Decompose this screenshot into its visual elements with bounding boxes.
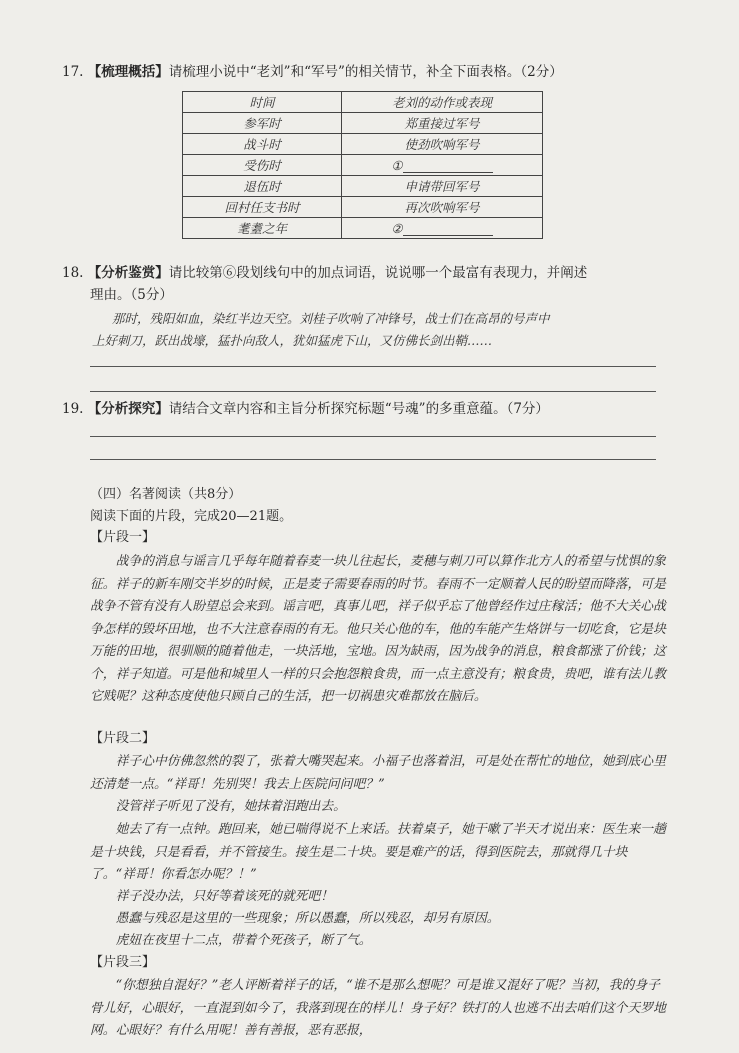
excerpt-1-line: 贵吧，谁有法儿教它贱呢？这种态度使他只顾自己的生活，把一切祸患灾难都放在脑后。: [90, 666, 666, 704]
table-cell-time: 战斗时: [183, 134, 342, 155]
plot-table: [182, 91, 543, 239]
excerpt-1: [90, 551, 670, 709]
table-cell-answer-1[interactable]: [342, 155, 543, 176]
table-header-row: [183, 92, 543, 113]
excerpt-2-line: 祥子心中仿佛忽然的裂了，张着大嘴哭起来。小福子也落着泪，可是处在帮忙的: [115, 754, 564, 769]
section-4-title: （四）名著阅读（共8分）: [90, 487, 242, 502]
excerpt-2-para-2: 没管祥子听见了没有，她抹着泪跑出去。: [115, 799, 346, 814]
excerpt-1-line: 不一定顺着人民的盼望而降落，可是战争不管有没有人盼望总会来到。谣言吧，真事: [90, 576, 666, 614]
excerpt-3-line: 铁打的人也逃不出去咱们这个天罗地网。心眼好？有什么用呢！善有善报，恶有恶报，: [90, 1000, 666, 1038]
excerpt-2-para-3: [90, 819, 670, 887]
excerpt-1-line: 这个，祥子知道。可是他和城里人一样的只会抱怨粮食贵，而一点主意没有；粮食贵，: [90, 644, 666, 682]
table-row: [183, 113, 543, 134]
excerpt-2-line: 她去了有一点钟。跑回来，她已喘得说不上来话。扶着桌子，她干嗽了半天才说: [115, 822, 564, 837]
table-cell-time: 耄耋之年: [183, 218, 342, 239]
question-17-text: 请梳理小说中“老刘”和“军号”的相关情节，补全下面表格。（2分）: [168, 64, 563, 80]
table-row: [183, 218, 543, 239]
table-cell-time: 受伤时: [183, 155, 342, 176]
question-18: [62, 263, 587, 283]
excerpt-1-line: 很驯顺的随着他走，一块活地，宝地。因为缺雨，因为战争的消息，粮食都涨了价钱；: [166, 644, 654, 659]
question-19-tag: 【分析探究】: [87, 401, 169, 417]
excerpt-1-label: 【片段一】: [90, 530, 156, 545]
table-cell-action: 申请带回军号: [342, 176, 543, 197]
excerpt-2-line: 地位，她到底心里还清楚一点。“祥哥！先别哭！我去上医院问问吧？”: [90, 754, 666, 792]
excerpt-2-line: 出来：医生来一趟是十块钱，只是看看，并不管接生。接生是二十块。要是难产的话，: [90, 822, 666, 860]
table-cell-action: 再次吹响军号: [342, 197, 543, 218]
table-cell-time: 参军时: [183, 113, 342, 134]
excerpt-1-line: 儿吧，祥子似乎忘了他曾经作过庄稼活；他不大关心战争怎样的毁坏田地，也不大注: [90, 599, 666, 637]
excerpt-3-line: 呢？当初，我的身子骨儿好，心眼好，一直混到如今了，我落到现在的样儿！身子好？: [90, 978, 660, 1016]
table-header-action: 老刘的动作或表现: [342, 92, 543, 113]
blank-marker-2: ②: [391, 220, 403, 236]
answer-blank-1[interactable]: [403, 158, 493, 173]
question-18-tag: 【分析鉴赏】: [87, 265, 169, 281]
table-row: [183, 176, 543, 197]
question-19-text: 请结合文章内容和主旨分析探究标题“号魂”的多重意蕴。（7分）: [168, 401, 549, 417]
excerpt-1-line: 的希望与忧惧的象征。祥子的新车刚交半岁的时候，正是麦子需要春雨的时节。春雨: [90, 554, 666, 592]
table-header-time: 时间: [183, 92, 342, 113]
excerpt-2-para-6: 虎妞在夜里十二点，带着个死孩子，断了气。: [115, 933, 372, 948]
question-18-text-1: 请比较第⑥段划线句中的加点词语，说说哪一个最富有表现力，并阐述: [168, 265, 588, 281]
table-cell-time: 退伍时: [183, 176, 342, 197]
blank-marker-1: ①: [391, 157, 403, 173]
table-row: [183, 155, 543, 176]
table-cell-answer-2[interactable]: [342, 218, 543, 239]
excerpt-3-label: 【片段三】: [90, 955, 156, 970]
table-row: [183, 197, 543, 218]
section-4-instruction: 阅读下面的片段，完成20—21题。: [90, 509, 293, 524]
excerpt-1-line: 战争的消息与谣言几乎每年随着春麦一块儿往起长，麦穗与刺刀可以算作北方人: [115, 554, 564, 569]
question-18-line-2: 理由。（5分）: [90, 287, 173, 303]
question-19: [62, 399, 549, 419]
excerpt-2-label: 【片段二】: [90, 731, 156, 746]
question-18-number: 18.: [62, 265, 84, 281]
excerpt-2-para-4: 祥子没办法，只好等着该死的就死吧！: [115, 889, 334, 904]
excerpt-1-line: 意春雨的有无。他只关心他的车，他的车能产生烙饼与一切吃食，它是块万能的田地，: [90, 621, 666, 659]
answer-line[interactable]: [90, 366, 656, 367]
table-cell-action: 郑重接过军号: [342, 113, 543, 134]
answer-line[interactable]: [90, 391, 656, 392]
table-row: [183, 134, 543, 155]
excerpt-3-line: “你想独自混好？”老人评断着祥子的话，“谁不是那么想呢？可是谁又混好了: [115, 978, 545, 993]
question-17: [62, 62, 563, 82]
table-cell-action: 使劲吹响军号: [342, 134, 543, 155]
table-cell-time: 回村任支书时: [183, 197, 342, 218]
question-18-quote-2: 上好刺刀，跃出战壕，猛扑向敌人，犹如猛虎下山，又仿佛长剑出鞘……: [92, 333, 493, 348]
excerpt-2-line: 得到医院去，那就得几十块了。“祥哥！你看怎办呢？！”: [90, 844, 628, 882]
answer-line[interactable]: [90, 436, 656, 437]
excerpt-3: [90, 975, 670, 1043]
excerpt-2-para-5: 愚蠢与残忍是这里的一些现象；所以愚蠢，所以残忍，却另有原因。: [115, 911, 500, 926]
answer-line[interactable]: [90, 459, 656, 460]
question-17-tag: 【梳理概括】: [87, 64, 169, 80]
excerpt-2-para-1: [90, 751, 670, 796]
answer-blank-2[interactable]: [403, 221, 493, 236]
question-19-number: 19.: [62, 401, 84, 417]
question-18-quote-1: 那时，残阳如血，染红半边天空。刘桂子吹响了冲锋号，战士们在高昂的号声中: [112, 311, 550, 326]
question-17-number: 17.: [62, 64, 84, 80]
